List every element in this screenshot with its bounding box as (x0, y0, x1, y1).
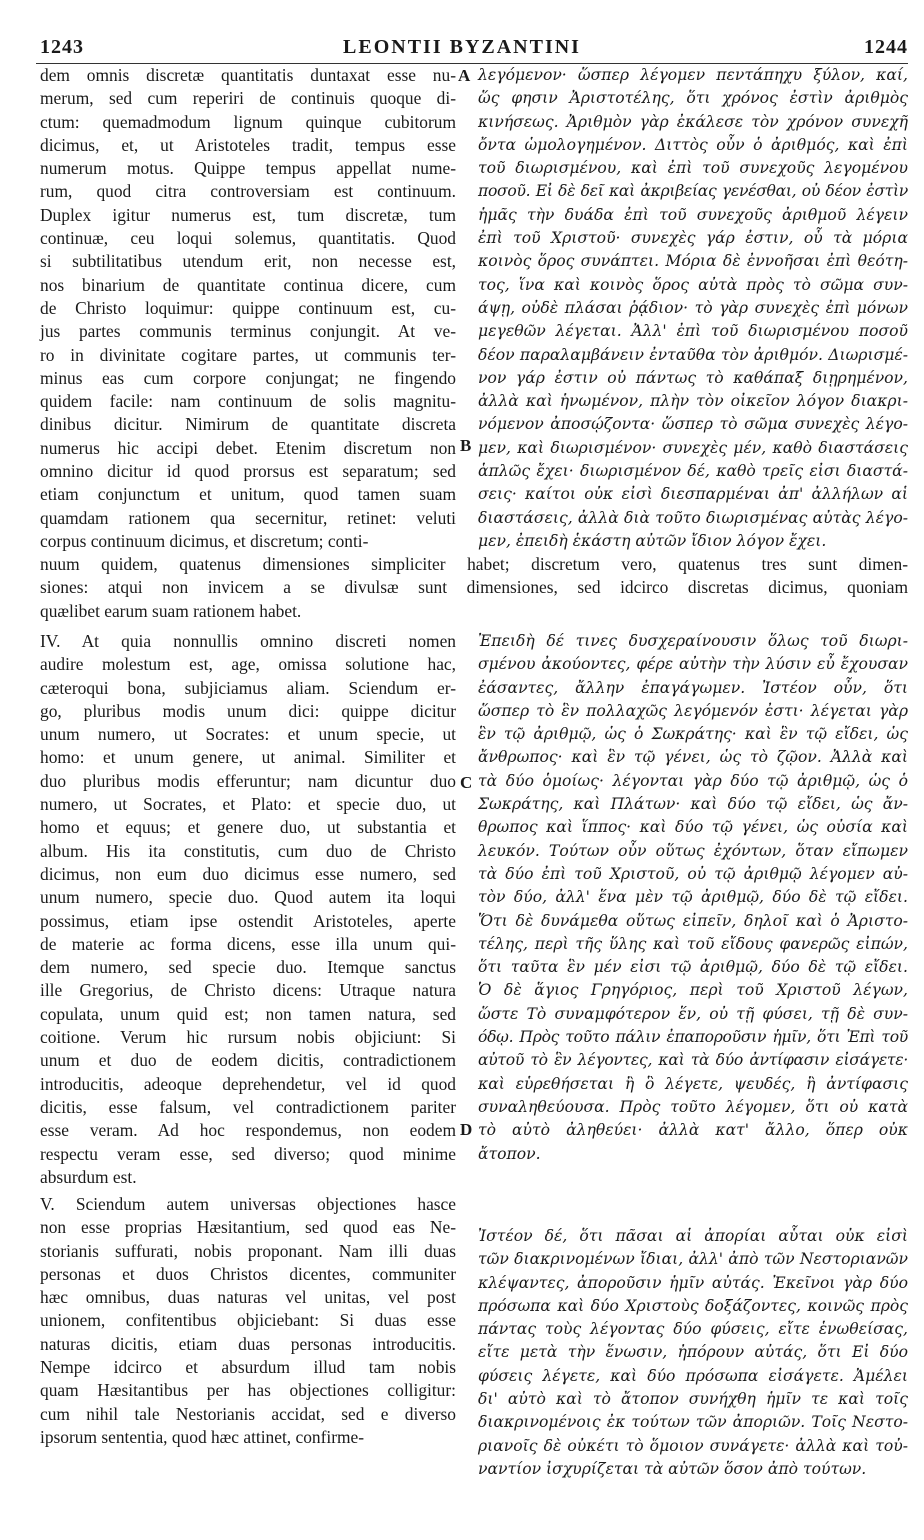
text-line: numerus hic accipi debet. Etenim discretum non (40, 437, 456, 458)
text-line: introducitis, adeoque deprehendetur, vel id quod (40, 1073, 456, 1094)
text-line: si subtilitatibus utendum erit, non necesse est, (40, 251, 456, 272)
text-line: audire molestum est, age, omissa solutione hac, (40, 654, 456, 675)
text-line: Nempe idcirco et absurdum illud tam nobis (40, 1357, 456, 1378)
greek-column-block-1 (478, 64, 908, 553)
latin-column-block-3 (40, 1193, 456, 1449)
text-line: possimus, etiam ipse ostendit Aristoteles, aperte (40, 910, 456, 931)
text-line: quidem facile: nam continuum de solis magnitu- (40, 391, 456, 412)
running-title: LEONTII BYZANTINI (343, 36, 581, 58)
text-line: ἁπλῶς ἔχει· διωρισμένον δέ, καθὸ τρεῖς εἰσι διαστά- (478, 462, 908, 481)
text-line: quamdam rationem qua secernitur, retinet: veluti (40, 507, 456, 528)
text-line: ὥς φησιν Ἀριστοτέλης, ὅτι χρόνος ἐστὶν ἀριθμὸς (478, 89, 908, 108)
text-line: καὶ εὑρεθήσεται ἢ ὃ λέγετε, ψευδές, ἢ ἀντίφασις (478, 1074, 908, 1093)
text-line: quam Hæsitantibus per has objectiones colligitur: (40, 1380, 456, 1401)
text-line: ἀλλὰ καὶ ἡνωμένον, πλὴν τὸν οἰκεῖον λόγον διακρι- (478, 392, 908, 411)
text-line: λεγόμενον· ὥσπερ λέγομεν πεντάπηχυ ξύλον, καί, (478, 66, 908, 84)
text-line: nuum quidem, quatenus dimensiones simpliciter habet; discretum vero, quatenus tres sunt dimen- (40, 554, 908, 574)
margin-marker-a: A (458, 66, 471, 85)
text-line: αὐτοῦ τὸ ἓν λέγοντες, καὶ τὰ δύο ἀντίφασιν εἰσάγετε· (478, 1051, 908, 1070)
text-line: omnino dicitur id quod prorsus est separatum; sed (40, 461, 456, 482)
text-line: ὥσπερ τὸ ἓν πολλαχῶς λεγόμενόν ἐστι· λέγεται γὰρ (478, 701, 908, 720)
text-line: ἐπὶ τοῦ Χριστοῦ· συνεχὲς γάρ ἐστιν, οὗ τὰ μόρια (478, 229, 908, 248)
text-line: δι' αὐτὸ καὶ τὸ ἄτοπον συνήχθη ἡμῖν τε καὶ τοῖς (478, 1390, 908, 1409)
text-line: τέλης, περὶ τῆς ὕλης καὶ τοῦ εἴδους φανερῶς εἰπών, (478, 934, 908, 953)
text-line: dicitis, esse falsum, vel contradictionem pariter (40, 1096, 456, 1117)
text-line: coitione. Verum hic rursum nobis objiciunt: Si (40, 1027, 456, 1048)
text-line: ro in divinitate cogitare partes, ut communis ter- (40, 344, 456, 365)
text-line: numero, ut Socrates, et Plato: et specie duo, ut (40, 794, 456, 815)
text-line: ipsorum sententia, quod hæc attinet, confirme- (40, 1426, 365, 1447)
text-line: jus partes communis terminus conjungit. At ve- (40, 321, 456, 342)
text-line: ναντίον ἰσχυρίζεται τὰ αὐτῶν ὅσον ἀπὸ τούτων. (478, 1459, 867, 1478)
text-line: cæteroqui bona, subjiciamus aliam. Sciendum er- (40, 677, 456, 698)
text-line: ille Gregorius, de Christo dicens: Utraque natura (40, 980, 456, 1001)
text-line: cum nihil tale Nestorianis accidat, sed e diverso (40, 1403, 456, 1424)
text-line: άψῃ, οὐδὲ πλάσαι ῥᾴδιον· τὸ γὰρ συνεχὲς ἐπὶ μόνων (478, 298, 908, 317)
text-line: non esse proprias Hæsitantium, sed quod eas Ne- (40, 1217, 456, 1238)
text-line: τος, ἵνα καὶ κοινὸς ὅρος αὐτὰ πρὸς τὸ σῶμα συν- (478, 275, 908, 294)
text-line: πάντας τοὺς λέγοντας δύο φύσεις, εἴτε ἑνωθείσας, (478, 1320, 908, 1339)
text-line: τὸν δύο, ἀλλ' ἕνα μὲν τῷ ἀριθμῷ, δύο δὲ τῷ εἴδει. (478, 888, 908, 907)
text-line: naturas dicitis, etiam duas personas introducitis. (40, 1333, 456, 1354)
text-line: νόμενον ἀποσῴζοντα· ὥσπερ τὸ σῶμα συνεχὲς λέγο- (478, 415, 908, 434)
text-line: διαστάσεις, ἀλλὰ διὰ τοῦτο διωρισμένας αὐτὰς λέγο- (478, 508, 908, 527)
text-line: homo: et unum genere, ut animal. Similiter et (40, 747, 456, 768)
text-line: numerum motus. Quippe tempus appellat nume- (40, 158, 456, 179)
text-line: V. Sciendum autem universas objectiones hasce (40, 1194, 456, 1214)
text-line: θρωπος καὶ ἵππος· καὶ δύο τῷ γένει, ὡς οὐσία καὶ (478, 818, 908, 837)
text-line: λευκόν. Τούτων οὖν οὕτως ἐχόντων, ὅταν εἴπωμεν (478, 841, 908, 860)
text-line: IV. At quia nonnullis omnino discreti nomen (40, 631, 456, 651)
margin-marker-d: D (460, 1120, 473, 1139)
text-line: nos binarium de quantitate continua dicere, cum (40, 274, 456, 295)
text-line: dem numero, sed specie duo. Itemque sanctus (40, 957, 456, 978)
text-line: respectu veram esse, sed diverso; quod minime (40, 1143, 456, 1164)
text-line: dicimus, non eum duo dicimus esse numero, sed (40, 863, 456, 884)
text-line: continuæ, ceu loqui solemus, quantitatis. Quod (40, 228, 456, 249)
full-width-continuation (40, 553, 908, 623)
text-line: rum, quod citra controversiam est continuum. (40, 181, 456, 202)
text-line: φύσεις λέγετε, καὶ δύο πρόσωπα εἰσάγετε. Ἀμέλει (478, 1366, 908, 1385)
text-line: κινήσεως. Ἀριθμὸν γὰρ ἐκάλεσε τὸν χρόνον συνεχῆ (478, 112, 908, 131)
text-line: Ὅτι δὲ δυνάμεθα οὕτως εἰπεῖν, δηλοῖ καὶ ὁ Ἀριστο- (478, 911, 908, 930)
text-line: ἓν τῷ ἀριθμῷ, ὡς ὁ Σωκράτης· καὶ ἓν τῷ εἴδει, ὡς (478, 725, 908, 744)
text-line: unum numero, ut Socrates: et unum specie, ut (40, 724, 456, 745)
text-line: homo et equus; et genere duo, ut substantia et (40, 817, 456, 838)
text-line: dicimus, et, ut Aristoteles tradit, tempus esse (40, 134, 456, 155)
text-line: unionem, confitentibus objiciebant: Si duas esse (40, 1310, 456, 1331)
text-line: ἄτοπον. (478, 1144, 541, 1163)
text-line: Ἐπειδὴ δέ τινες δυσχεραίνουσιν ὅλως τοῦ διωρι- (478, 632, 908, 650)
text-line: πρόσωπα καὶ δύο Χριστοὺς δοξάζοντες, κοινῶς πρὸς (478, 1296, 908, 1315)
text-line: εἴτε μετὰ τὴν ἕνωσιν, ἠπόρουν αὐτάς, ὅτι Εἰ δύο (478, 1343, 908, 1362)
text-line: ὄντα ὡμολογημένον. Διττὸς οὖν ὁ ἀριθμός, καὶ ἐπὶ (478, 135, 908, 154)
text-line: Duplex igitur numerus est, tum discretæ, tum (40, 204, 456, 225)
text-line: τῶν διακρινομένων ἴδιαι, ἀλλ' ἀπὸ τῶν Νεστοριανῶν (478, 1250, 908, 1269)
text-line: ὅτι ταῦτα ἓν μέν εἰσι τῷ ἀριθμῷ, δύο δὲ τῷ εἴδει. (478, 958, 908, 977)
text-line: όδῳ. Πρὸς τοῦτο πάλιν ἐπαποροῦσιν ἡμῖν, ὅτι Ἐπὶ τοῦ (478, 1028, 908, 1047)
text-line: μεν, καὶ διωρισμένον· συνεχὲς μέν, καθὸ διαστάσεις (478, 438, 908, 457)
page-number-right: 1244 (864, 36, 908, 58)
text-line: ἡμᾶς τὴν δυάδα ἐπὶ τοῦ συνεχοῦς ἀριθμοῦ λέγειν (478, 205, 908, 224)
text-line: τὸ αὐτὸ ἀληθεύει· ἀλλὰ κατ' ἄλλο, ὅπερ οὐκ (478, 1121, 908, 1140)
text-line: minus eas cum corpore conjungat; ne fingendo (40, 367, 456, 388)
text-line: Σωκράτης, καὶ Πλάτων· καὶ δύο τῷ εἴδει, ὡς ἄν- (478, 795, 908, 814)
text-line: corpus continuum dicimus, et discretum; conti- (40, 530, 369, 551)
text-line: unum numero, specie duo. Quod autem ita loqui (40, 887, 456, 908)
text-line: Ἰστέον δέ, ὅτι πᾶσαι αἱ ἀπορίαι αὗται οὐκ εἰσὶ (478, 1227, 908, 1245)
text-line: siones: atqui non invicem a se divulsæ sunt dimensiones, sed idcirco discretas dicimus, quoniam (40, 577, 908, 598)
text-line: ἐάσαντες, ἄλλην ἐπαγάγωμεν. Ἰστέον οὖν, ὅτι (478, 678, 908, 697)
text-line: etiam conjunctum et unitum, quod tamen suam (40, 484, 456, 505)
text-line: hæc omnibus, duas naturas vel unitas, vel post (40, 1287, 456, 1308)
text-line: ctum: quemadmodum lignum quinque cubitorum (40, 111, 456, 132)
text-line: dem omnis discretæ quantitatis duntaxat esse nu- (40, 65, 456, 85)
text-line: quælibet earum suam rationem habet. (40, 600, 302, 621)
text-line: ἄνθρωπος· καὶ ἓν τῷ γένει, ὡς τὸ ζῷον. Ἀλλὰ καὶ (478, 748, 908, 767)
text-line: κλέψαντες, ἀποροῦσιν ἡμῖν αὐτάς. Ἐκεῖνοι γὰρ δύο (478, 1273, 908, 1292)
greek-column-block-2 (478, 630, 908, 1166)
greek-column-block-3 (478, 1225, 908, 1481)
text-line: unum et duo de eodem dicitis, contradictionem (40, 1050, 456, 1071)
latin-column-block-2 (40, 630, 456, 1189)
text-line: τὰ δύο ἐπὶ τοῦ Χριστοῦ, οὐ τῷ ἀριθμῷ λέγομεν αὐ- (478, 864, 908, 883)
text-line: κοινὸς ὅρος συνάπτει. Μόρια δὲ ἐννοῆσαι ἐπὶ θεότη- (478, 252, 908, 271)
text-line: album. His ita constitutis, cum duo de Christo (40, 840, 456, 861)
text-line: personas et duos Christos dicentes, communiter (40, 1263, 456, 1284)
latin-column-block-1 (40, 64, 456, 553)
text-line: duo pluribus modis efferuntur; nam dicuntur duo (40, 770, 456, 791)
text-line: σεις· καίτοι οὐκ εἰσὶ διεσπαρμέναι ἀπ' ἀλλήλων αἱ (478, 485, 908, 504)
page-number-left: 1243 (40, 36, 84, 58)
text-line: storianis suffurati, nobis proponant. Nam illi duas (40, 1240, 456, 1261)
text-line: τοῦ διωρισμένου, καὶ ἐπὶ τοῦ συνεχοῦς λεγομένου (478, 159, 908, 178)
text-line: σμένου ἀκούοντες, φέρε αὐτὴν τὴν λύσιν εὖ ἔχουσαν (478, 655, 908, 674)
text-line: ὥστε Τὸ συναμφότερον ἕν, οὐ τῇ φύσει, τῇ δὲ συν- (478, 1004, 908, 1023)
margin-marker-c: C (460, 773, 473, 792)
text-line: συναληθεύουσα. Πρὸς τοῦτο λέγομεν, ὅτι οὐ κατὰ (478, 1097, 908, 1116)
text-line: δέον παραλαμβάνειν ἐνταῦθα τὸν ἀριθμόν. Διωρισμέ- (478, 345, 908, 364)
text-line: μεγεθῶν λέγεται. Ἀλλ' ἐπὶ τοῦ διωρισμένου ποσοῦ (478, 322, 908, 341)
text-line: διακρινομένοις ἐκ τούτων τῶν ἀποριῶν. Τοῖς Νεστο- (478, 1413, 908, 1432)
text-line: μεν, ἐπειδὴ ἑκάστη αὐτῶν ἴδιον λόγον ἔχει. (478, 531, 827, 550)
text-line: τὰ δύο ὁμοίως· λέγονται γὰρ δύο τῷ ἀριθμῷ, ὡς ὁ (478, 771, 908, 790)
text-line: νον γάρ ἐστιν οὐ πάντως τὸ καθάπαξ διῃρημένον, (478, 368, 908, 387)
text-line: absurdum est. (40, 1166, 137, 1187)
text-line: esse veram. Ad hoc respondemus, non eodem (40, 1120, 456, 1141)
text-line: go, pluribus modis unum dici: quippe dicitur (40, 700, 456, 721)
text-line: de Christo loquimur: quippe continuum est, cu- (40, 297, 456, 318)
text-line: Ὁ δὲ ἅγιος Γρηγόριος, περὶ τοῦ Χριστοῦ λέγων, (478, 981, 908, 1000)
text-line: ποσοῦ. Εἰ δὲ δεῖ καὶ ἀκριβείας γενέσθαι, οὐ δέον ἐστὶν (478, 182, 908, 201)
text-line: dinibus dicitur. Nimirum de quantitate discreta (40, 414, 456, 435)
text-line: merum, sed cum reperiri de continuis quoque di- (40, 88, 456, 109)
text-line: ριανοῖς δὲ οὐκέτι τὸ ὅμοιον συνάγετε· ἀλλὰ καὶ τοὐ- (478, 1436, 908, 1455)
margin-marker-b: B (460, 436, 472, 455)
text-line: copulata, unum quid est; non tamen natura, sed (40, 1003, 456, 1024)
text-line: de materie ac forma dicens, esse illa unum qui- (40, 933, 456, 954)
